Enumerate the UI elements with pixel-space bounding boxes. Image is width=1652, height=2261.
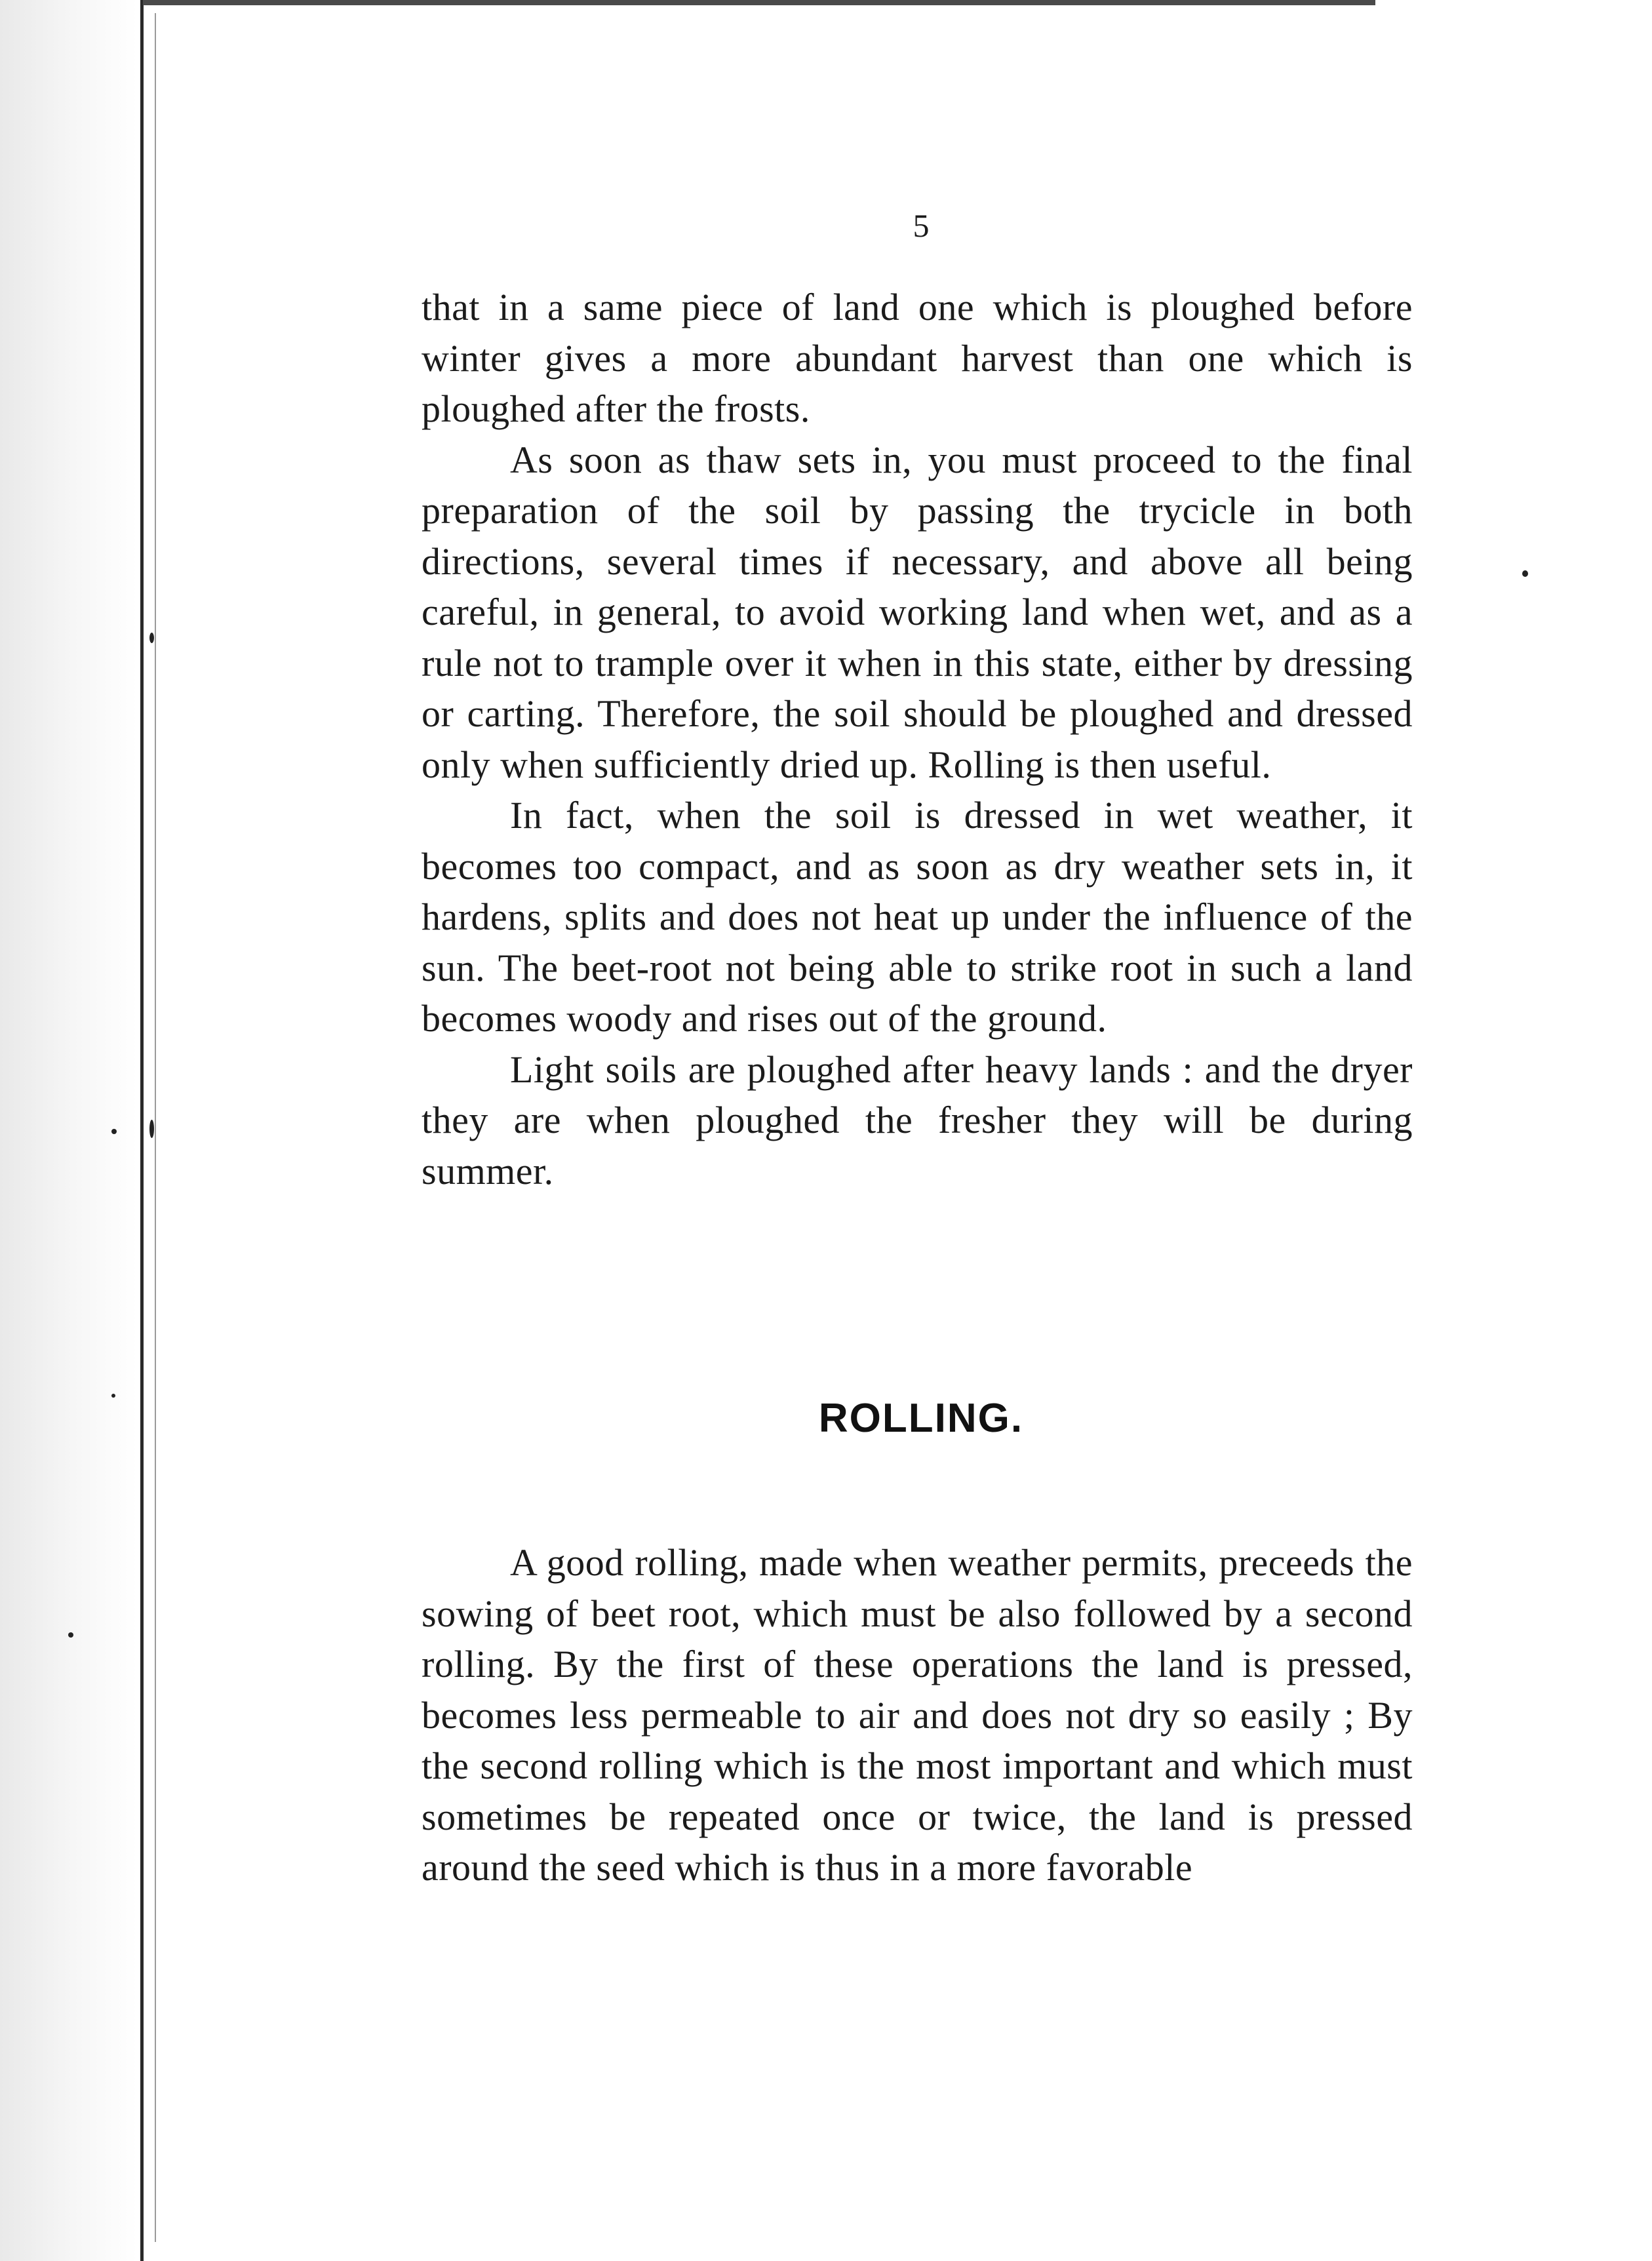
scan-speck xyxy=(149,1120,154,1138)
scan-speck xyxy=(68,1632,73,1638)
page-edge-line-inner xyxy=(155,13,156,2242)
paragraph-wet-weather: In fact, when the soil is dressed in wet weather, it becomes too compact, and as soon as dry weather sets in, it hardens, splits and does not heat up under the influence of the sun. The beet-root not being able to strike root in such a land becomes woody and rises out of the ground. xyxy=(422,794,1413,1040)
rolling-text xyxy=(422,1537,1413,1893)
binding-gutter xyxy=(0,0,143,2261)
page-edge-line xyxy=(140,0,144,2261)
paragraph-light-soils: Light soils are ploughed after heavy lands : and the dryer they are when ploughed the fresher they will be during summer. xyxy=(422,1048,1413,1192)
top-edge-shadow xyxy=(143,0,1375,5)
intro-text xyxy=(422,282,1413,1196)
paragraph-rolling: A good rolling, made when weather permits, preceeds the sowing of beet root, which must be also followed by a second rolling. By the first of these operations the land is pressed, becomes less permeable to air and does not dry so easily ; By the second rolling which is the most important and which must sometimes be repeated once or twice, the land is pressed around the seed which is thus in a more favorable xyxy=(422,1541,1413,1889)
scan-speck xyxy=(111,1129,117,1134)
page-number: 5 xyxy=(913,207,930,244)
paragraph-continuation: that in a same piece of land one which is ploughed before winter gives a more abundant harvest than one which is ploughed after the frosts. xyxy=(422,286,1413,430)
section-heading: ROLLING. xyxy=(818,1396,1024,1441)
scan-speck xyxy=(149,633,154,643)
paragraph-thaw: As soon as thaw sets in, you must proceed to the final preparation of the soil by passing the trycicle in both directions, several times if necessary, and above all being careful, in general, to avoid working land when wet, and as a rule not to trample over it when in this state, either by dressing or carting. Therefore, the soil should be ploughed and dressed only when sufficiently dried up. Rolling is then useful. xyxy=(422,438,1413,786)
scan-speck xyxy=(1522,570,1528,577)
